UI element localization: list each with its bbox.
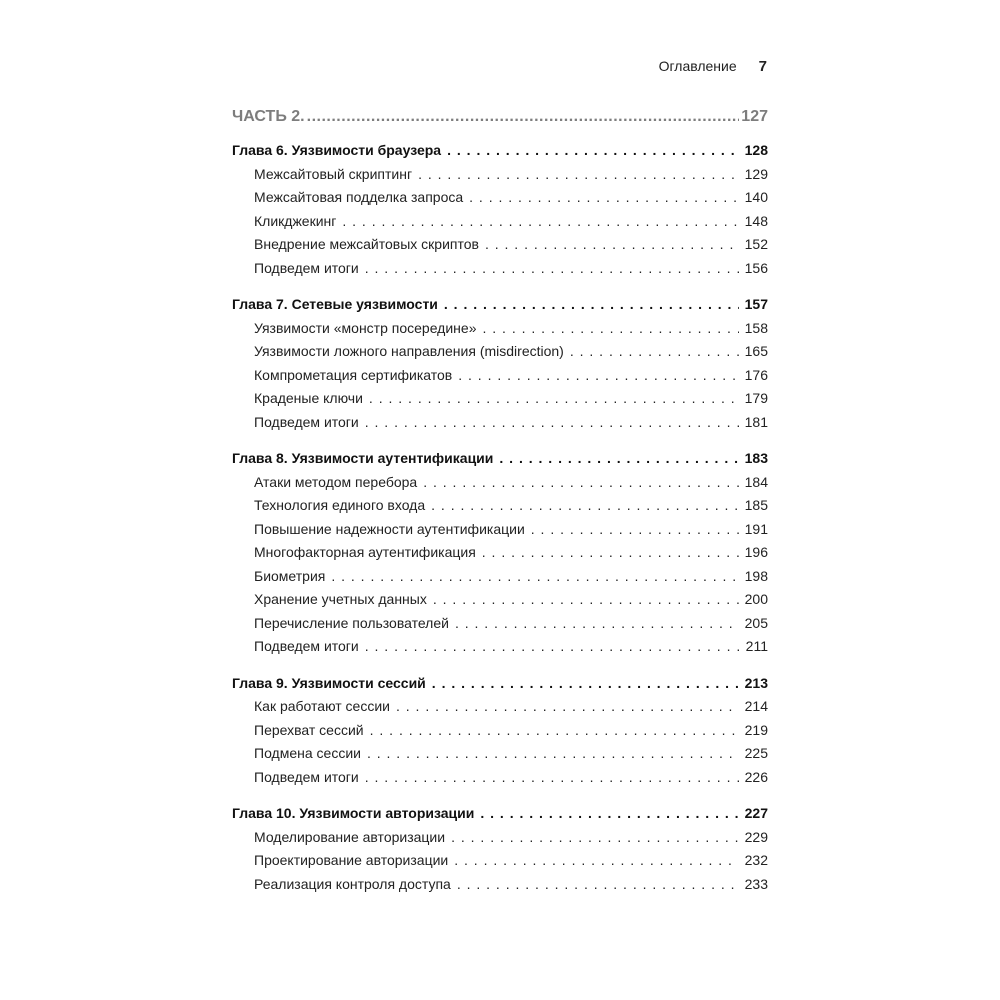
toc-section-page: 196 (744, 544, 768, 560)
toc-section-title: Повышение надежности аутентификации (254, 520, 525, 537)
toc-section-page: 140 (744, 189, 768, 205)
toc-section-page: 219 (744, 721, 768, 738)
dot-leader (432, 675, 739, 691)
dot-leader (482, 544, 739, 560)
toc-section-entry[interactable] (232, 698, 768, 722)
toc-section-page: 233 (744, 875, 768, 892)
toc-section-page: 129 (744, 165, 768, 182)
toc-section-entry[interactable] (232, 745, 768, 769)
toc-section-title: Реализация контроля доступа (254, 875, 451, 892)
dot-leader (570, 343, 739, 359)
toc-chapter-page: 183 (744, 450, 768, 466)
toc-section-entry[interactable] (232, 722, 768, 746)
toc-section-entry[interactable] (232, 474, 768, 498)
toc-section-entry[interactable] (232, 189, 768, 213)
toc-section-page: 225 (744, 745, 768, 761)
toc-section-entry[interactable] (232, 568, 768, 592)
toc-section-entry[interactable] (232, 213, 768, 237)
toc-section-entry[interactable] (232, 544, 768, 568)
toc-section-page: 191 (744, 520, 768, 537)
dot-leader (369, 390, 739, 406)
toc-section-entry[interactable] (232, 497, 768, 521)
toc-section-title: Моделирование авторизации (254, 828, 446, 845)
toc-section-page: 198 (744, 567, 768, 584)
toc-section-title: Внедрение межсайтовых скриптов (254, 236, 479, 252)
toc-section-title: Перечисление пользователей (254, 614, 449, 631)
dot-leader (365, 769, 739, 785)
toc-section-entry[interactable] (232, 367, 768, 391)
toc-section-title: Подведем итоги (254, 638, 359, 654)
toc-chapter-page: 157 (744, 296, 768, 312)
toc-section-title: Кликджекинг (254, 212, 337, 229)
dot-leader (367, 745, 739, 761)
dot-leader (469, 189, 739, 205)
toc-section-page: 152 (744, 236, 768, 252)
toc-part-page: 127 (741, 108, 768, 125)
dot-leader (499, 450, 738, 466)
running-header-title: Оглавление (658, 58, 737, 74)
toc-section-page: 211 (745, 638, 768, 654)
dot-leader (458, 367, 738, 383)
toc-section-page: 200 (744, 591, 768, 607)
toc-section-page: 205 (744, 614, 768, 631)
dot-leader (433, 591, 739, 607)
toc-section-page: 232 (744, 852, 768, 868)
toc-section-title: Уязвимости «монстр посередине» (254, 319, 477, 336)
running-header (659, 58, 767, 75)
toc-section-title: Проектирование авторизации (254, 852, 449, 868)
toc-section-page: 185 (744, 497, 768, 513)
dot-leader (531, 521, 739, 537)
toc-section-title: Межсайтовый скриптинг (254, 165, 413, 182)
dot-leader (444, 296, 739, 312)
toc-chapter-entry[interactable] (232, 805, 768, 829)
toc-section-page: 148 (744, 212, 768, 229)
dot-leader (418, 166, 739, 182)
toc-section-title: Перехват сессий (254, 721, 364, 738)
toc-section-title: Компрометация сертификатов (254, 366, 453, 383)
toc-section-title: Технология единого входа (254, 497, 426, 513)
toc-section-title: Подведем итоги (254, 768, 359, 785)
dot-leader (451, 829, 739, 845)
toc-section-entry[interactable] (232, 166, 768, 190)
dot-leader (455, 615, 739, 631)
dot-leader (331, 568, 738, 584)
toc-section-entry[interactable] (232, 591, 768, 615)
toc-section-entry[interactable] (232, 521, 768, 545)
toc-section-page: 184 (744, 473, 768, 490)
toc-section-title: Подведем итоги (254, 259, 359, 276)
toc-section-title: Уязвимости ложного направления (misdirection) (254, 343, 564, 359)
table-of-contents (232, 108, 768, 899)
toc-section-entry[interactable] (232, 414, 768, 438)
toc-section-page: 229 (744, 828, 768, 845)
dot-leader (365, 638, 740, 654)
toc-section-title: Хранение учетных данных (254, 591, 427, 607)
dot-leader (485, 236, 739, 252)
toc-section-title: Атаки методом перебора (254, 473, 418, 490)
toc-chapter-title: Глава 8. Уязвимости аутентификации (232, 450, 494, 466)
toc-chapter-entry[interactable] (232, 296, 768, 320)
toc-chapter-entry[interactable] (232, 675, 768, 699)
dot-leader (454, 852, 738, 868)
toc-section-page: 226 (744, 768, 768, 785)
toc-section-page: 156 (744, 259, 768, 276)
dot-leader (423, 474, 738, 490)
toc-section-page: 214 (744, 698, 768, 714)
toc-section-page: 176 (744, 366, 768, 383)
dot-leader (482, 320, 738, 336)
dot-leader (457, 876, 739, 892)
toc-section-page: 158 (744, 319, 768, 336)
toc-section-entry[interactable] (232, 390, 768, 414)
toc-chapter-title: Глава 6. Уязвимости браузера (232, 142, 442, 158)
toc-part-title: ЧАСТЬ 2. (232, 108, 305, 125)
toc-section-page: 165 (744, 343, 768, 359)
toc-section-title: Биометрия (254, 567, 326, 584)
toc-chapter-title: Глава 9. Уязвимости сессий (232, 674, 426, 691)
dot-leader (370, 722, 739, 738)
toc-section-entry[interactable] (232, 638, 768, 662)
toc-section-entry[interactable] (232, 320, 768, 344)
dot-leader (431, 497, 739, 513)
toc-section-entry[interactable] (232, 852, 768, 876)
toc-chapter-title: Глава 7. Сетевые уязвимости (232, 296, 438, 312)
toc-section-entry[interactable] (232, 236, 768, 260)
toc-section-entry[interactable] (232, 260, 768, 284)
dot-leader (396, 698, 739, 714)
toc-section-page: 179 (744, 390, 768, 406)
toc-chapter-page: 128 (744, 142, 768, 158)
page-number: 7 (758, 58, 767, 75)
dot-leader (342, 213, 738, 229)
toc-section-entry[interactable] (232, 769, 768, 793)
dot-leader (365, 260, 739, 276)
toc-section-entry[interactable] (232, 343, 768, 367)
toc-section-title: Краденые ключи (254, 390, 363, 406)
toc-chapter-page: 213 (744, 674, 768, 691)
toc-chapter-entry[interactable] (232, 450, 768, 474)
toc-section-title: Как работают сессии (254, 698, 390, 714)
toc-section-entry[interactable] (232, 615, 768, 639)
toc-section-entry[interactable] (232, 876, 768, 900)
toc-section-entry[interactable] (232, 829, 768, 853)
toc-section-title: Межсайтовая подделка запроса (254, 189, 464, 205)
dot-leader (480, 805, 738, 821)
toc-chapter-entry[interactable] (232, 142, 768, 166)
toc-section-page: 181 (744, 413, 768, 430)
toc-section-title: Подведем итоги (254, 413, 359, 430)
toc-section-title: Подмена сессии (254, 745, 361, 761)
toc-part-entry[interactable] (232, 108, 768, 132)
dot-leader (307, 108, 740, 126)
dot-leader (447, 142, 739, 158)
toc-chapter-title: Глава 10. Уязвимости авторизации (232, 805, 475, 821)
toc-section-title: Многофакторная аутентификация (254, 544, 476, 560)
dot-leader (365, 414, 739, 430)
toc-chapter-page: 227 (744, 805, 768, 821)
